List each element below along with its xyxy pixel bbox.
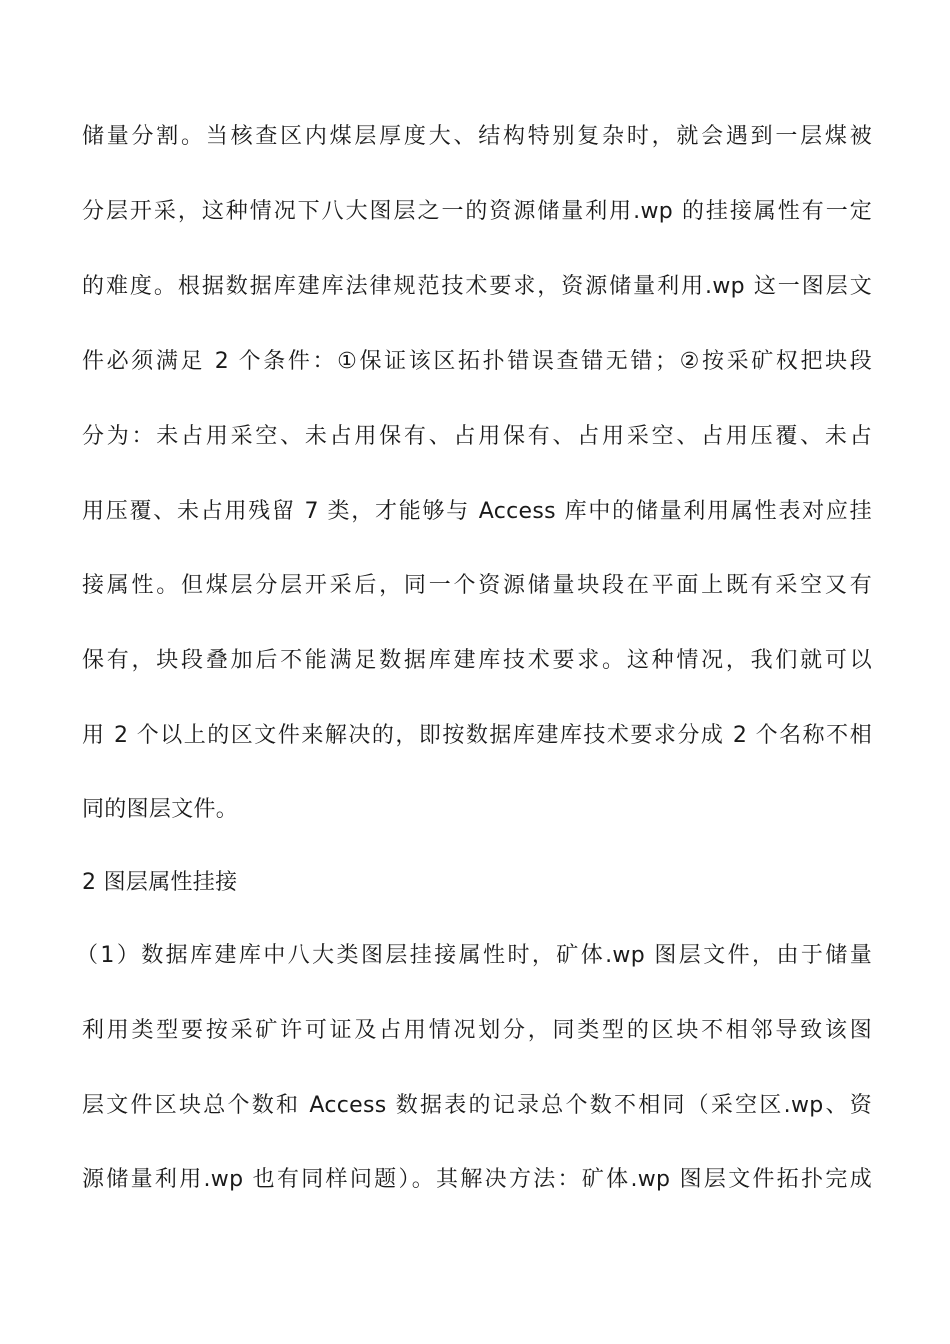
text-line: 层文件区块总个数和 Access 数据表的记录总个数不相同（采空区.wp、资	[82, 1093, 872, 1118]
text-line: 用 2 个以上的区文件来解决的，即按数据库建库技术要求分成 2 个名称不相	[82, 723, 872, 748]
section-heading: 2 图层属性挂接	[82, 870, 238, 895]
text-line: 源储量利用.wp 也有同样问题）。其解决方法：矿体.wp 图层文件拓扑完成	[82, 1167, 872, 1192]
text-line: 接属性。但煤层分层开采后，同一个资源储量块段在平面上既有采空又有	[82, 573, 872, 598]
text-line: 同的图层文件。	[82, 797, 239, 822]
text-line: 储量分割。当核查区内煤层厚度大、结构特别复杂时，就会遇到一层煤被	[82, 124, 872, 149]
text-line: 分层开采，这种情况下八大图层之一的资源储量利用.wp 的挂接属性有一定	[82, 199, 872, 224]
text-line: （1）数据库建库中八大类图层挂接属性时，矿体.wp 图层文件，由于储量	[76, 943, 872, 968]
text-line: 保有，块段叠加后不能满足数据库建库技术要求。这种情况，我们就可以	[82, 648, 872, 673]
text-line: 分为：未占用采空、未占用保有、占用保有、占用采空、占用压覆、未占	[82, 424, 872, 449]
text-line: 用压覆、未占用残留 7 类，才能够与 Access 库中的储量利用属性表对应挂	[82, 499, 872, 524]
text-line: 利用类型要按采矿许可证及占用情况划分，同类型的区块不相邻导致该图	[82, 1018, 872, 1043]
text-line: 件必须满足 2 个条件：①保证该区拓扑错误查错无错；②按采矿权把块段	[82, 349, 872, 374]
text-line: 的难度。根据数据库建库法律规范技术要求，资源储量利用.wp 这一图层文	[82, 274, 872, 299]
